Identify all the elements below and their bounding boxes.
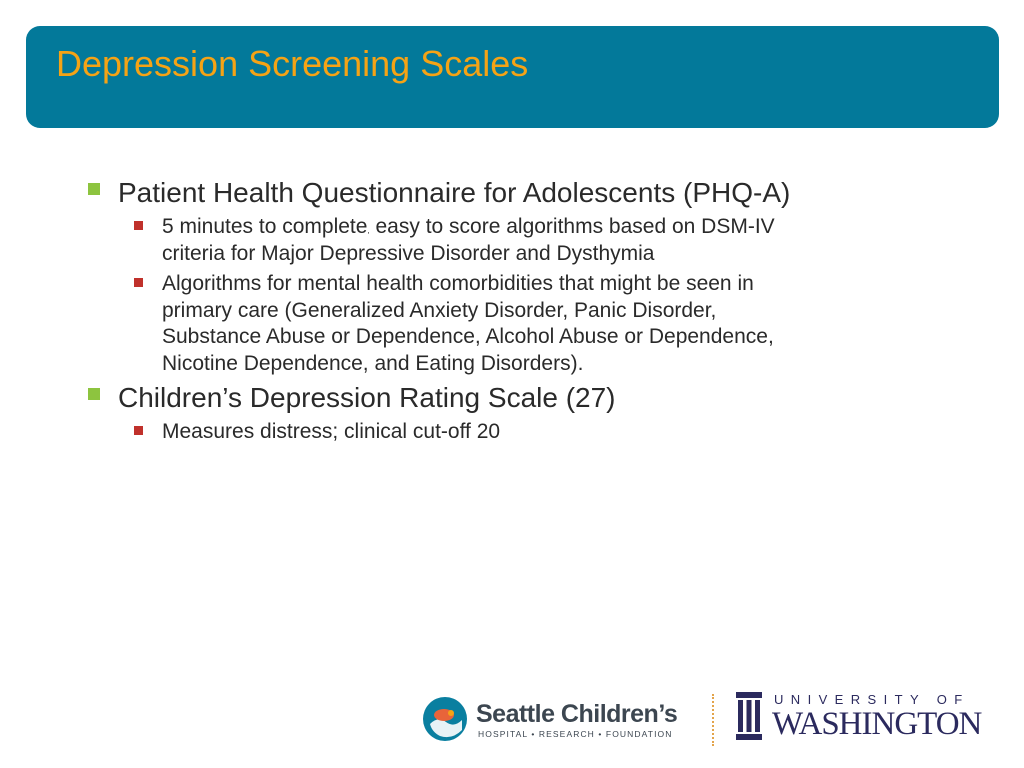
seattle-childrens-tagline: HOSPITAL • RESEARCH • FOUNDATION	[478, 729, 673, 739]
sub-bullet-list	[78, 419, 818, 446]
sub-bullet-text: Measures distress; clinical cut-off 20	[162, 420, 501, 443]
bullet-text: Children’s Depression Rating Scale (27)	[118, 382, 616, 413]
slide-content	[78, 176, 818, 450]
sub-bullet-text: 5 minutes to complete	[162, 215, 368, 238]
sub-bullet-item	[78, 271, 818, 377]
title-banner	[26, 26, 999, 128]
seattle-childrens-logo-icon	[422, 696, 468, 742]
footer-logos	[420, 688, 982, 748]
red-square-bullet-icon	[134, 221, 143, 230]
bullet-text: Patient Health Questionnaire for Adolescents (PHQ-A)	[118, 177, 791, 208]
sub-bullet-list	[78, 214, 818, 377]
sub-bullet-item	[78, 214, 818, 267]
green-square-bullet-icon	[88, 183, 100, 195]
uw-pillar-logo-icon	[734, 690, 764, 742]
bullet-cdrs	[78, 381, 818, 415]
logo-divider	[712, 694, 714, 746]
red-square-bullet-icon	[134, 278, 143, 287]
green-square-bullet-icon	[88, 388, 100, 400]
slide-title: Depression Screening Scales	[56, 43, 529, 84]
sub-bullet-text-cont: easy to score algorithms based on DSM-IV criteria for Major Depressive Disorder and Dysthymia	[162, 215, 775, 265]
sub-bullet-item	[78, 419, 818, 446]
seattle-childrens-name: Seattle Children’s	[476, 700, 678, 728]
uw-washington: WASHINGTON	[772, 706, 982, 742]
bullet-phq-a	[78, 176, 818, 210]
sub-bullet-text: Algorithms for mental health comorbidities that might be seen in primary care (Generalized Anxiety Disorder, Panic Disorder, Substance Abuse or Dependence, Alcohol Abuse or Dependence, Nicotine Dependence, and Eating Disorders).	[162, 272, 774, 375]
superscript-mark: ,	[367, 226, 370, 235]
red-square-bullet-icon	[134, 426, 143, 435]
uw-university-of: UNIVERSITY OF	[774, 692, 970, 707]
